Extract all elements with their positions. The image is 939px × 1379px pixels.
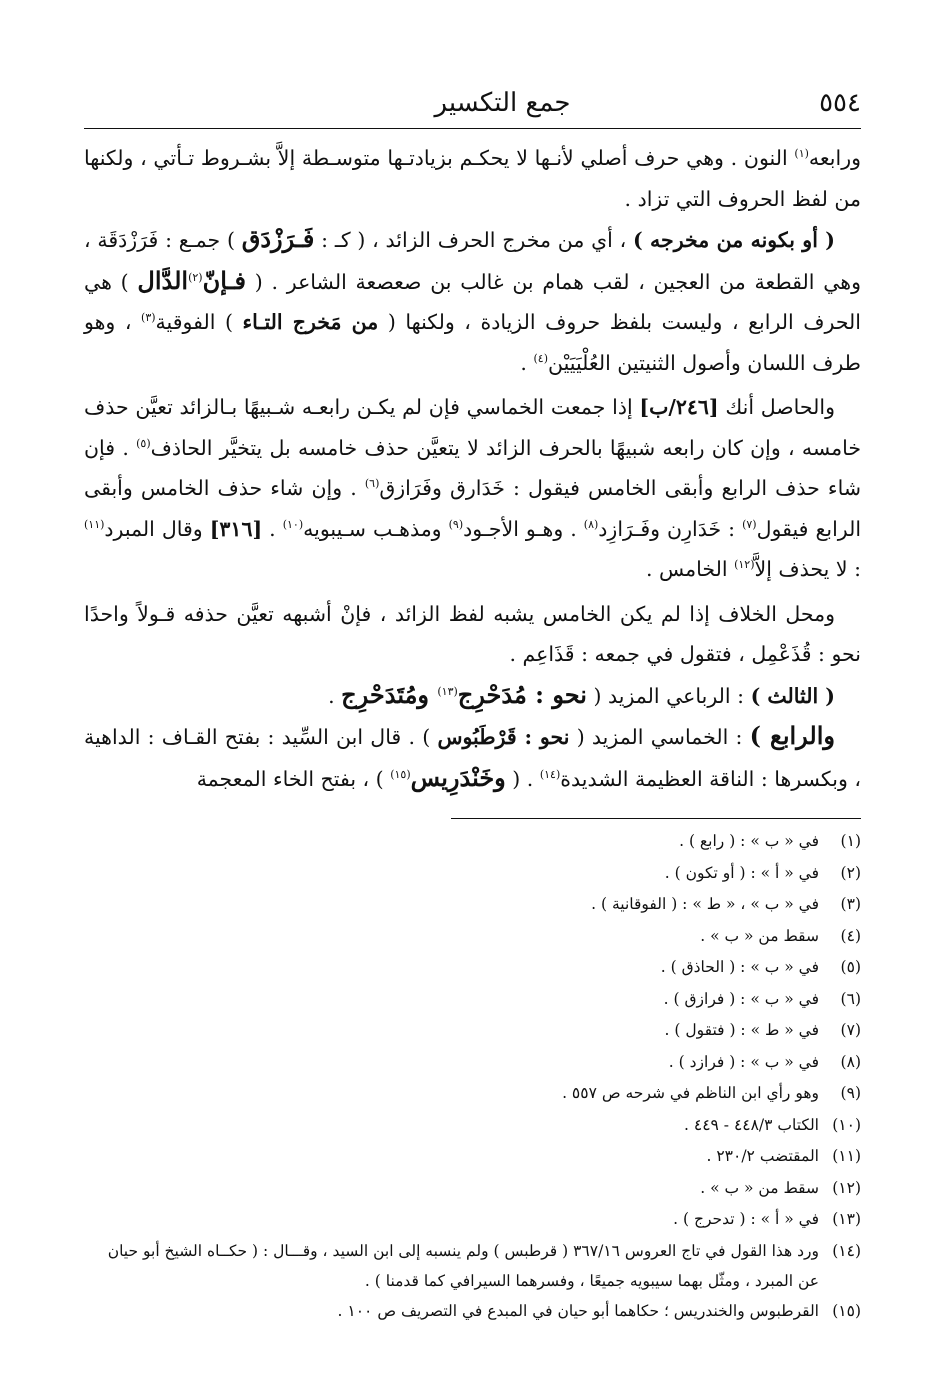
footnote-number: (٥) [840,958,861,976]
text: . [328,683,342,708]
footnote-ref: (٢) [188,270,203,284]
footnote-ref: (٥) [136,436,151,450]
text: النون . وهي حرف أصلي لأنـها لا يحكـم بزيادتـها متوسـطة إلاَّ بشـروط تـأتي ، ولكنها من لفظ الحروف التي تزاد . [84,146,861,211]
footnote-ref: (٩) [448,517,464,531]
footnote [84,1015,861,1047]
text: . وإن شاء حذف الخامس وأبقى الرابع فيقول [84,476,862,541]
text: ) . قال ابن السِّيد : بفتح القـاف : الداهية ، وبكسرها : الناقة العظيمة الشديدة [84,725,861,791]
text: ومذهـب سـيبويه [303,516,449,541]
footnote [84,1204,861,1236]
footnote-ref: (١٤) [539,767,561,781]
text: ) الفوقية [155,310,243,334]
header-rule [84,128,861,129]
footnote-number: (٩) [840,1084,861,1102]
matn-text: والرابع ) [749,721,835,750]
footnote [84,1110,861,1142]
running-header [84,86,861,122]
footnote-text: في « ب » : ( رابع ) . [679,832,819,850]
text: . ( [505,766,540,791]
footnote-number: (٨) [840,1052,861,1071]
text: : الخماسي المزيد ( [569,725,750,749]
footnote-text: في « ط » : ( فتقول ) . [664,1021,819,1039]
footnote-text: الكتاب ٤٤٨/٣ - ٤٤٩ . [684,1115,819,1134]
footnote-text: القرطبوس والخندريس ؛ حكاهما أبو حيان في المبدع في التصريف ص ١٠٠ . [337,1301,819,1320]
text: ) هي الحرف الرابع ، وليست بلفظ حروف الزيادة ، ولكنها ( [84,269,861,334]
footnote-ref: (٦) [364,477,380,491]
footnote-text: في « ب » : ( فرازد ) . [668,1052,819,1071]
footnotes [84,826,861,1327]
text: الخامس . [646,557,735,581]
matn-text: الدَّال [137,265,189,295]
text: . فإن شاء حذف الرابع وأبقى الخامس فيقول : خَدَارق وفَرَازق [84,435,861,500]
text: والحاصل أنك [718,395,836,419]
matn-text: وخَنْدَرِيس [410,762,506,792]
matn-text: نحو : مُدَحْرِج [457,679,587,709]
matn-text: من مَخرج التـاء [242,310,379,334]
running-title: جمع التكسير [434,88,571,118]
footnote-ref: (١٥) [390,767,411,781]
footnote-ref: (٧) [742,517,757,531]
footnote-number: (٧) [840,1021,861,1039]
footnote-text: سقط من « ب » . [700,926,819,945]
text: ورابعه [808,146,861,170]
page-number: ٥٥٤ [819,88,861,118]
text: إذا جمعت الخماسي فإن لم يكـن رابعـه شـبيهًا بـالزائد تعيَّن حذف خامسه ، وإن كان رابعه شبيهًا بالحرف الزائد لا يتعيَّن حذف خامسه بل يتخيَّر الحاذف [84,395,862,460]
text: وقال المبرد [104,516,210,541]
footnote [84,1141,861,1173]
footnote-ref: (١) [794,147,809,161]
manuscript-ref: [٢٤٦/ب] [639,395,719,419]
matn-text: فَـرَزْدَق [241,224,315,253]
matn-text: نحو : قَرْطَبُوس [437,725,570,749]
text: ) جمـع : فَرَزْدَقَة ، وهي القطعة من العجين ، لقب همام بن غالب بن صعصعة الشاعر . ( [84,228,861,294]
text: . وهـو الأجـود [463,516,584,541]
footnote [84,1078,861,1110]
footnote-ref: (٨) [583,517,599,531]
footnote-ref: (٤) [533,351,548,365]
footnote-number: (٣) [840,895,861,913]
text: : لا يحذف إلاَّ [754,557,861,581]
matn-text: فـإنّ [202,265,247,295]
manuscript-ref: [٣١٦] [209,516,263,541]
paragraph-2 [84,219,861,383]
footnote [84,952,861,984]
footnote [84,1047,861,1079]
footnote-number: (٦) [840,989,861,1008]
footnote [84,921,861,953]
footnote-text: في « ب » : ( فرازق ) . [663,989,819,1008]
footnote-ref: (١١) [84,517,105,531]
text: ) ، بفتح الخاء المعجمة [196,766,391,791]
footnote-text: في « أ » : ( تدحرج ) . [673,1210,819,1228]
footnote [84,984,861,1016]
footnote [84,1173,861,1205]
main-text [84,138,861,799]
matn-text: ( أو بكونه من مخرجه ) [632,228,835,252]
footnote-number: (١) [840,832,861,850]
footnote-number: (١٤) [832,1241,861,1260]
footnote-ref: (١٣) [437,684,458,698]
matn-text: ومُتَدَحْرِج [341,679,438,709]
footnote-text: في « أ » : ( أو تكون ) . [664,863,819,882]
paragraph-3 [84,387,861,590]
text: : الرباعي المزيد ( [586,683,751,708]
footnote-text: في « ب » ، « ط » : ( الفوقانية ) . [591,895,819,913]
footnote-text: وهو رأي ابن الناظم في شرحه ص ٥٥٧ . [562,1084,819,1102]
footnote-number: (١٣) [832,1210,861,1228]
footnote-number: (١٥) [832,1301,861,1320]
text: : خَدَارِن وفَـرَازِد [598,516,743,541]
paragraph-1 [84,138,861,219]
matn-text: ( الثالث ) [750,683,835,708]
footnote-number: (٤) [840,926,861,945]
footnote-rule [451,818,861,819]
footnote-text: ورد هذا القول في تاج العروس ٣٦٧/١٦ ( قرطبس ) ولم ينسبه إلى ابن السيد ، وقـــال : ( حكــاه الشيخ أبو حيان عن المبرد ، ومثّل بهما سيبويه جميعًا ، وفسرهما السيرافي كما قدمنا ) . [107,1241,819,1290]
paragraph-6 [84,716,861,799]
footnote [84,1296,861,1328]
footnote-number: (٢) [840,863,861,882]
text: . [262,516,283,541]
footnote-number: (١٢) [832,1178,861,1197]
footnote-ref: (١٢) [734,558,755,572]
footnote-text: المقتضب ٢٣٠/٢ . [706,1147,819,1165]
footnote [84,858,861,890]
footnote-ref: (٣) [141,311,156,325]
text: . [520,350,534,375]
footnote-text: سقط من « ب » . [700,1178,819,1197]
footnote-number: (١٠) [832,1115,861,1134]
footnote [84,1236,861,1296]
text: ، أي من مخرج الحرف الزائد ، ( كـ : [314,228,633,252]
footnote-number: (١١) [832,1147,861,1165]
paragraph-4: ومحل الخلاف إذا لم يكن الخامس يشبه لفظ الزائد ، فإنْ أشبهه تعيَّن حذفه قـولاً واحدًا نحو : قُذَعْمِل ، فتقول في جمعه : قَذَاعِم . [84,601,861,666]
footnote [84,826,861,858]
footnote [84,889,861,921]
text: ، وهو طرف اللسان وأصول الثنيتين العُلْيَيَيْن [84,310,861,375]
footnote-text: في « ب » : ( الحاذق ) . [660,958,819,976]
paragraph-5 [84,675,861,717]
footnote-ref: (١٠) [282,517,304,531]
